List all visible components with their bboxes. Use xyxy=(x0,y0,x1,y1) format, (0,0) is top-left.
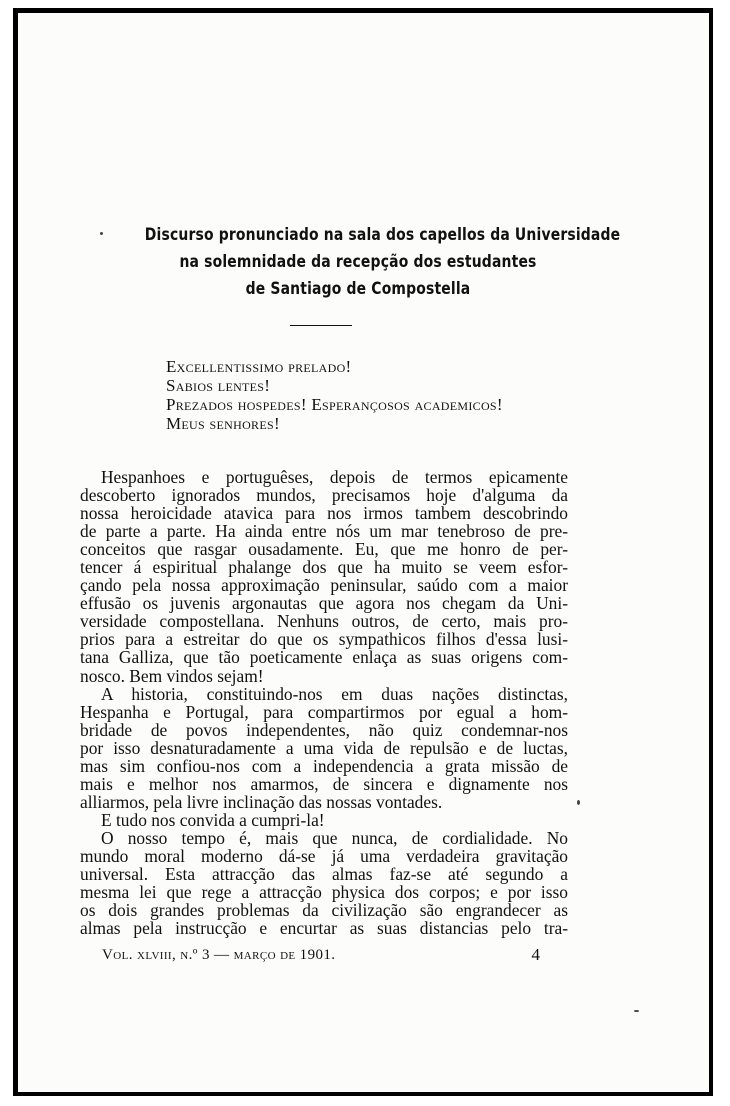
salutation-line: Excellentissimo prelado! xyxy=(166,357,352,376)
discourse-title xyxy=(144,222,621,303)
text-line: effusão os juvenis argonautas que agora nos chegam da Uni- xyxy=(80,593,568,614)
text-line: bridade de povos independentes, não quiz condemnar-nos xyxy=(80,719,568,740)
text-line: nosco. Bem vindos sejam! xyxy=(80,665,264,686)
text-line: A historia, constituindo-nos em duas nações distinctas, xyxy=(101,683,568,704)
text-line: por isso desnaturadamente a uma vida de repulsão e de luctas, xyxy=(80,737,568,758)
title-line: na solemnidade da recepção dos estudantes xyxy=(179,252,537,272)
text-line: mais e melhor nos amarmos, de sincera e dignamente nos xyxy=(80,773,568,794)
salutation xyxy=(166,357,503,433)
salutation-line: Prezados hospedes! Esperançosos academicos! xyxy=(166,395,503,414)
text-line: tana Galliza, que tão poeticamente enlaça as suas origens com- xyxy=(80,647,568,668)
print-speck xyxy=(634,1010,639,1012)
text-line: mundo moral moderno dá-se já uma verdadeira gravitação xyxy=(80,845,568,866)
text-line: O nosso tempo é, mais que nunca, de cordialidade. No xyxy=(101,827,568,848)
text-line: nossa heroicidade atavica para nos irmos tambem descobrindo xyxy=(80,503,568,524)
page-footer xyxy=(102,946,540,964)
text-line: E tudo nos convida a cumpri-la! xyxy=(101,809,325,830)
title-line: de Santiago de Compostella xyxy=(245,279,471,299)
text-line: descoberto ignorados mundos, precisamos hoje d'alguma da xyxy=(80,485,568,506)
text-line: prios para a estreitar do que os sympathicos filhos d'essa lusi- xyxy=(80,629,568,650)
salutation-line: Sabios lentes! xyxy=(166,376,271,395)
text-line: conceitos que rasgar ousadamente. Eu, que me honro de per- xyxy=(80,539,568,560)
volume-info: Vol. xlviii, n.º 3 — março de 1901. xyxy=(102,947,336,963)
text-line: universal. Esta attracção das almas faz-se até segundo a xyxy=(80,864,568,885)
title-line: Discurso pronunciado na sala dos capellos da Universidade xyxy=(144,225,621,245)
text-line: Hespanhoes e portuguêses, depois de termos epicamente xyxy=(101,467,568,487)
print-speck xyxy=(100,232,103,235)
discourse-body xyxy=(80,468,568,937)
text-line: os dois grandes problemas da civilização são engrandecer as xyxy=(80,900,568,921)
text-line: çando pela nossa approximação peninsular, saúdo com a maior xyxy=(80,575,568,596)
text-line: Hespanha e Portugal, para compartirmos por egual a hom- xyxy=(80,701,568,722)
salutation-line: Meus senhores! xyxy=(166,414,280,433)
text-line: versidade compostellana. Nenhuns outros, de certo, mais pro- xyxy=(80,611,568,632)
text-line: mas sim confiou-nos com a independencia a grata missão de xyxy=(80,755,568,776)
text-line: de parte a parte. Ha ainda entre nós um mar tenebroso de pre- xyxy=(80,521,568,542)
page-number: 4 xyxy=(531,945,540,964)
text-line: alliarmos, pela livre inclinação das nossas vontades. xyxy=(80,791,443,812)
text-line: almas pela instrucção e encurtar as suas distancias pelo tra- xyxy=(80,918,568,939)
text-line: tencer á espiritual phalange dos que ha muito se veem esfor- xyxy=(80,557,568,578)
text-line: mesma lei que rege a attracção physica dos corpos; e por isso xyxy=(80,882,568,903)
title-divider xyxy=(290,325,352,326)
print-speck xyxy=(577,800,580,805)
